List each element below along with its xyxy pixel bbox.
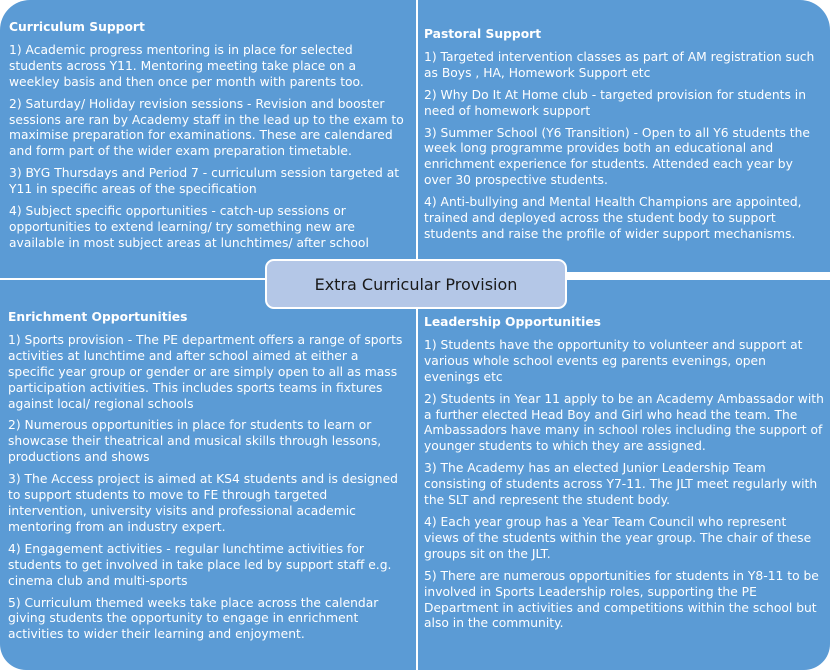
pastoral-support-item: 1) Targeted intervention classes as part of AM registration such as Boys , HA, Homework Support etc <box>424 49 815 80</box>
enrichment-opportunities-section <box>8 310 406 649</box>
curriculum-support-item: 1) Academic progress mentoring is in place for selected students across Y11. Mentoring meeting take place on a weekley basis and then once per month with parents too. <box>9 42 364 89</box>
enrichment-item: 5) Curriculum themed weeks take place across the calendar giving students the opportunity to engage in enrichment activities to wider their learning and enjoyment. <box>8 595 379 642</box>
leadership-item: 3) The Academy has an elected Junior Leadership Team consisting of students across Y7-11. The JLT meet regularly with the SLT and represent the student body. <box>424 461 818 508</box>
curriculum-support-section <box>9 20 405 258</box>
enrichment-item: 3) The Access project is aimed at KS4 students and is designed to support students to move to FE through targeted intervention, university visits and professional academic mentoring from an industry expert. <box>8 472 398 534</box>
center-title-box <box>265 259 567 309</box>
vertical-divider <box>416 0 418 670</box>
enrichment-item: 2) Numerous opportunities in place for students to learn or showcase their theatrical and musical skills through lessons, productions and shows <box>8 418 382 465</box>
leadership-item: 1) Students have the opportunity to volunteer and support at various whole school events eg parents evenings, open evenings etc <box>424 337 803 384</box>
pastoral-support-title: Pastoral Support <box>424 27 542 41</box>
leadership-item: 2) Students in Year 11 apply to be an Academy Ambassador with a further elected Head Boy and Girl who head the team. The Ambassadors have many in school roles including the support of younger students to which they are assigned. <box>424 391 824 454</box>
pastoral-support-item: 4) Anti-bullying and Mental Health Champions are appointed, trained and deployed across the student body to support students and raise the profile of wider support mechanisms. <box>424 195 802 241</box>
curriculum-support-item: 3) BYG Thursdays and Period 7 - curriculum session targeted at Y11 in specific areas of the specification <box>9 166 400 197</box>
pastoral-support-item: 3) Summer School (Y6 Transition) - Open to all Y6 students the week long programme provides both an educational and enrichment experience for students. Attended each year by over 30 prospective students. <box>424 125 810 188</box>
leadership-opportunities-title: Leadership Opportunities <box>424 315 601 329</box>
leadership-opportunities-section <box>424 315 824 638</box>
pastoral-support-item: 2) Why Do It At Home club - targeted provision for students in need of homework support <box>424 87 806 118</box>
curriculum-support-item: 2) Saturday/ Holiday revision sessions - Revision and booster sessions are ran by Academy staff in the lead up to the exam to maximise preparation for examinations. These are calendared and form part of the wider exam preparation timetable. <box>9 96 404 159</box>
curriculum-support-title: Curriculum Support <box>9 20 145 34</box>
pastoral-support-section <box>424 27 824 249</box>
enrichment-item: 4) Engagement activities - regular lunchtime activities for students to get involved in take place led by support staff e.g. cinema club and multi-sports <box>8 541 392 588</box>
enrichment-item: 1) Sports provision - The PE department offers a range of sports activities at lunchtime and after school aimed at either a specific year group or gender or are simply open to all as mass participation activities. This includes sports teams in fixtures against local/ regional schools <box>8 332 403 411</box>
enrichment-opportunities-title: Enrichment Opportunities <box>8 310 188 324</box>
center-title: Extra Curricular Provision <box>314 274 518 294</box>
curriculum-support-item: 4) Subject specific opportunities - catch-up sessions or opportunities to extend learning/ try something new are available in most subject areas at lunchtimes/ after school <box>9 204 369 250</box>
leadership-item: 4) Each year group has a Year Team Council who represent views of the students within the year group. The chair of these groups sit on the JLT. <box>424 514 812 561</box>
leadership-item: 5) There are numerous opportunities for students in Y8-11 to be involved in Sports Leadership roles, supporting the PE Department in activities and competitions within the school but also in the community. <box>424 568 819 631</box>
